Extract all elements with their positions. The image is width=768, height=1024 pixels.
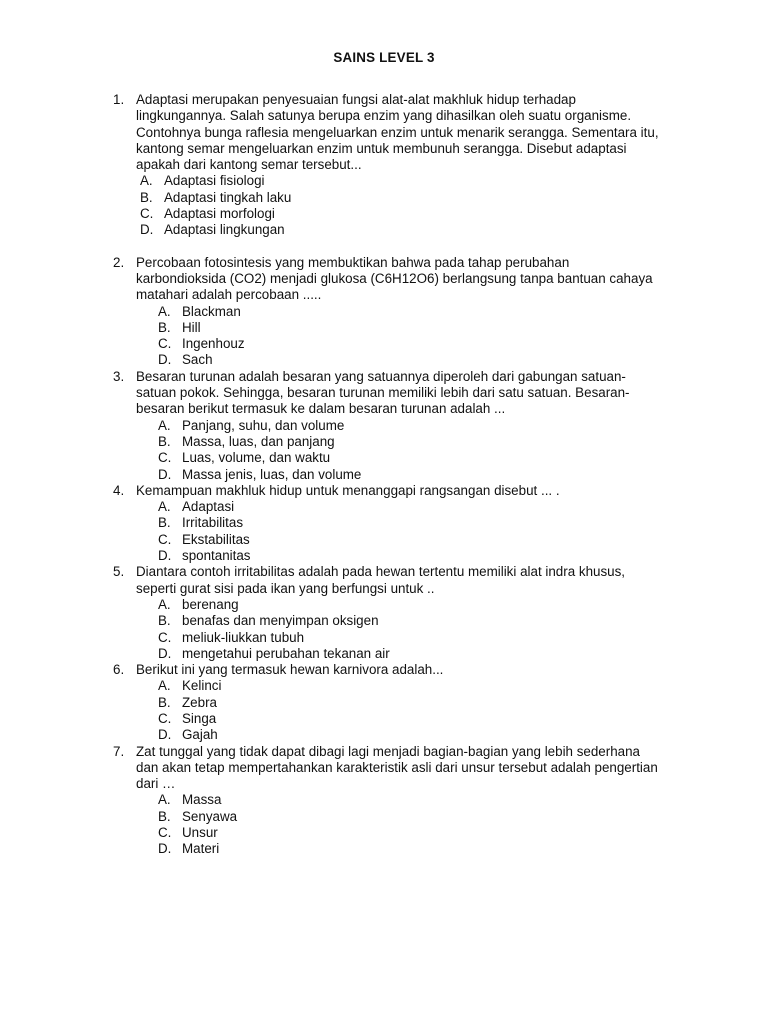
option-letter: C. (158, 450, 172, 466)
question-text: Kemampuan makhluk hidup untuk menanggapi rangsangan disebut ... . (136, 482, 560, 498)
option-text: Adaptasi morfologi (164, 206, 275, 222)
option-text: Materi (182, 841, 220, 857)
option-text: Zebra (182, 694, 217, 710)
option-c (158, 532, 688, 548)
option-c (158, 630, 688, 646)
option-b (140, 190, 688, 206)
option-a (158, 597, 688, 613)
option-letter: B. (140, 189, 153, 205)
option-text: Panjang, suhu, dan volume (182, 417, 345, 433)
option-a (158, 678, 688, 694)
option-letter: B. (158, 433, 171, 449)
question-text: Berikut ini yang termasuk hewan karnivora adalah... (136, 662, 444, 678)
option-list (140, 173, 688, 238)
option-b (158, 320, 688, 336)
option-letter: C. (158, 336, 172, 352)
option-c (140, 206, 688, 222)
option-list (158, 418, 688, 483)
option-letter: A. (140, 173, 153, 189)
option-text: Unsur (182, 825, 218, 841)
option-letter: C. (158, 825, 172, 841)
option-letter: B. (158, 613, 171, 629)
question-list (0, 92, 768, 858)
option-text: Ekstabilitas (182, 531, 250, 547)
question-number: 2. (113, 254, 125, 270)
option-letter: D. (140, 222, 154, 238)
question-2 (0, 255, 768, 369)
option-text: spontanitas (182, 548, 251, 564)
option-letter: D. (158, 352, 172, 368)
option-c (158, 825, 688, 841)
question-number: 5. (113, 564, 125, 580)
option-text: mengetahui perubahan tekanan air (182, 645, 390, 661)
option-text: Adaptasi lingkungan (164, 222, 285, 238)
option-text: Singa (182, 710, 217, 726)
option-text: Kelinci (182, 678, 222, 694)
option-d (158, 841, 688, 857)
question-number: 1. (113, 92, 125, 107)
option-text: Massa jenis, luas, dan volume (182, 466, 362, 482)
option-letter: A. (158, 417, 171, 433)
option-text: Adaptasi tingkah laku (164, 189, 292, 205)
option-c (158, 711, 688, 727)
question-text: Percobaan fotosintesis yang membuktikan bahwa pada tahap perubahan karbondioksida (CO2) menjadi glukosa (C6H12O6) berlangsung tanpa bantuan cahaya matahari adalah percobaan ..... (136, 254, 653, 303)
option-d (158, 646, 688, 662)
question-number: 4. (113, 482, 125, 498)
question-number: 7. (113, 743, 125, 759)
option-text: Adaptasi (182, 499, 235, 515)
option-list (158, 597, 688, 662)
option-letter: C. (158, 531, 172, 547)
option-a (158, 304, 688, 320)
question-number: 6. (113, 662, 125, 678)
option-list (158, 792, 688, 857)
option-a (158, 499, 688, 515)
option-text: meliuk-liukkan tubuh (182, 629, 305, 645)
option-text: Massa, luas, dan panjang (182, 433, 335, 449)
question-number: 3. (113, 368, 125, 384)
option-letter: A. (158, 303, 171, 319)
option-a (140, 173, 688, 189)
option-text: Gajah (182, 727, 218, 743)
question-text: Zat tunggal yang tidak dapat dibagi lagi menjadi bagian-bagian yang lebih sederhana dan akan tetap mempertahankan karakteristik asli dari unsur tersebut adalah pengertian dari … (136, 743, 658, 792)
option-b (158, 515, 688, 531)
option-b (158, 809, 688, 825)
option-text: Irritabilitas (182, 515, 244, 531)
option-letter: D. (158, 548, 172, 564)
option-text: Ingenhouz (182, 336, 245, 352)
option-text: Massa (182, 792, 222, 808)
option-d (158, 352, 688, 368)
option-text: Hill (182, 319, 201, 335)
question-3 (0, 369, 768, 483)
option-text: berenang (182, 596, 239, 612)
option-list (158, 499, 688, 564)
option-list (158, 678, 688, 743)
question-1 (0, 92, 768, 239)
option-d (158, 467, 688, 483)
option-letter: A. (158, 596, 171, 612)
option-c (158, 450, 688, 466)
question-6 (0, 662, 768, 743)
option-a (158, 418, 688, 434)
option-letter: D. (158, 645, 172, 661)
option-text: benafas dan menyimpan oksigen (182, 613, 379, 629)
question-4 (0, 483, 768, 564)
option-letter: D. (158, 841, 172, 857)
option-d (158, 727, 688, 743)
option-letter: C. (158, 710, 172, 726)
option-b (158, 613, 688, 629)
question-text: Diantara contoh irritabilitas adalah pada hewan tertentu memiliki alat indra khusus, seperti gurat sisi pada ikan yang berfungsi untuk .. (136, 564, 626, 596)
option-letter: A. (158, 792, 171, 808)
page-title: SAINS LEVEL 3 (333, 50, 435, 65)
option-letter: C. (140, 206, 154, 222)
option-b (158, 434, 688, 450)
option-letter: B. (158, 319, 171, 335)
option-letter: B. (158, 694, 171, 710)
option-letter: D. (158, 466, 172, 482)
option-letter: D. (158, 727, 172, 743)
option-text: Blackman (182, 303, 241, 319)
option-d (140, 222, 688, 238)
option-letter: A. (158, 499, 171, 515)
option-list (158, 304, 688, 369)
option-b (158, 695, 688, 711)
option-text: Luas, volume, dan waktu (182, 450, 331, 466)
question-text: Adaptasi merupakan penyesuaian fungsi alat-alat makhluk hidup terhadap lingkungannya. Salah satunya berupa enzim yang dihasilkan oleh suatu organisme. Contohnya bunga raflesia mengeluarkan enzim untuk menarik serangga. Sementara itu, kantong semar mengeluarkan enzim untuk membunuh serangga. Disebut adaptasi apakah dari kantong semar tersebut... (136, 92, 659, 173)
option-text: Senyawa (182, 808, 238, 824)
option-letter: A. (158, 678, 171, 694)
option-letter: B. (158, 808, 171, 824)
question-5 (0, 564, 768, 662)
question-7 (0, 744, 768, 858)
option-letter: B. (158, 515, 171, 531)
option-d (158, 548, 688, 564)
question-text: Besaran turunan adalah besaran yang satuannya diperoleh dari gabungan satuan- satuan pokok. Sehingga, besaran turunan memiliki lebih dari satu satuan. Besaran- besaran berikut termasuk ke dalam besaran turunan adalah ... (136, 368, 630, 417)
option-text: Sach (182, 352, 213, 368)
option-a (158, 792, 688, 808)
option-text: Adaptasi fisiologi (164, 173, 265, 189)
option-letter: C. (158, 629, 172, 645)
option-c (158, 336, 688, 352)
